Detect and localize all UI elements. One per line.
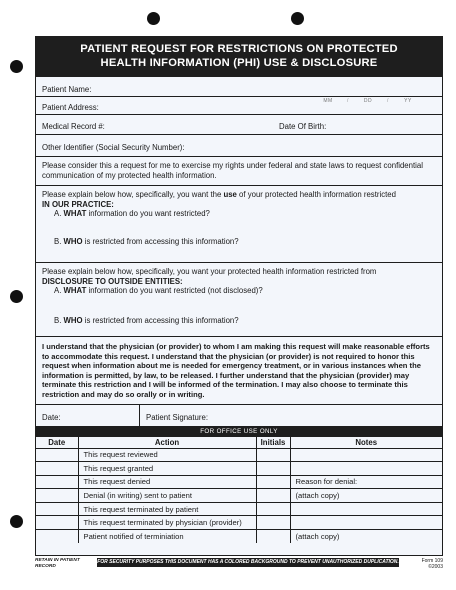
initials-cell[interactable] bbox=[256, 448, 290, 462]
office-log-table bbox=[36, 437, 442, 543]
notes-cell[interactable] bbox=[290, 516, 442, 530]
binder-hole bbox=[147, 12, 160, 25]
notes-cell[interactable] bbox=[290, 462, 442, 476]
date-cell[interactable] bbox=[36, 516, 78, 530]
patient-address-label: Patient Address: bbox=[42, 103, 99, 112]
outside-intro: Please explain below how, specifically, you want your protected health information restricted from bbox=[42, 267, 377, 276]
copyright-text: ©2003 bbox=[428, 564, 443, 570]
sign-date-label: Date: bbox=[42, 413, 61, 422]
date-cell[interactable] bbox=[36, 489, 78, 503]
security-notice: FOR SECURITY PURPOSES THIS DOCUMENT HAS A COLORED BACKGROUND TO PREVENT UNAUTHORIZED DUPLICATION. bbox=[97, 559, 399, 565]
title-line-2: HEALTH INFORMATION (PHI) USE & DISCLOSURE bbox=[100, 57, 378, 69]
practice-heading: IN OUR PRACTICE: bbox=[42, 199, 114, 209]
notes-cell[interactable] bbox=[290, 502, 442, 516]
action-cell: This request terminated by physician (provider) bbox=[78, 516, 256, 530]
consider-text: Please consider this a request for me to exercise my rights under federal and state laws to request confidential communication of my protected health information. bbox=[42, 161, 423, 180]
col-header-initials: Initials bbox=[256, 437, 290, 448]
office-use-label: FOR OFFICE USE ONLY bbox=[200, 428, 278, 435]
action-cell: This request granted bbox=[78, 462, 256, 476]
yy-hint: YY bbox=[404, 98, 412, 104]
table-row bbox=[36, 502, 442, 516]
request-statement bbox=[36, 157, 442, 186]
qb-rest: is restricted from accessing this information? bbox=[82, 315, 239, 325]
form-number-text: Form 109 bbox=[421, 558, 443, 564]
date-of-birth-label: Date Of Birth: bbox=[279, 122, 327, 131]
binder-hole bbox=[10, 60, 23, 73]
action-cell: Patient notified of terminiation bbox=[78, 530, 256, 544]
table-row bbox=[36, 489, 442, 503]
initials-cell[interactable] bbox=[256, 502, 290, 516]
qa-rest: information do you want restricted? bbox=[86, 209, 210, 219]
date-cell[interactable] bbox=[36, 475, 78, 489]
other-identifier-label: Other Identifier (Social Security Number): bbox=[42, 143, 185, 152]
patient-signature-label: Patient Signature: bbox=[146, 413, 208, 422]
table-header-row bbox=[36, 437, 442, 448]
initials-cell[interactable] bbox=[256, 462, 290, 476]
retain-line-2: RECORD bbox=[35, 563, 56, 569]
action-cell: This request terminated by patient bbox=[78, 502, 256, 516]
date-cell[interactable] bbox=[36, 462, 78, 476]
qa-bold: WHAT bbox=[63, 286, 87, 296]
notes-cell[interactable]: (attach copy) bbox=[290, 530, 442, 544]
mm-hint: MM bbox=[323, 98, 333, 104]
date-cell[interactable] bbox=[36, 502, 78, 516]
medical-record-label: Medical Record #: bbox=[42, 122, 105, 131]
col-header-notes: Notes bbox=[290, 437, 442, 448]
understand-text: I understand that the physician (or provider) to whom I am making this request will make reasonable efforts to accommodate this request. I understand that the physician (or provider) is not required to honor this request when information about me is needed for emergency treatment, or in various instances when the information is permitted, by law, to be released. I further understand that the physician (provider) may terminate this restriction and I will be informed of the termination. I may also choose to terminate this restriction and may do so orally or in writing. bbox=[42, 342, 430, 399]
table-row bbox=[36, 516, 442, 530]
form-number bbox=[422, 558, 443, 570]
binder-hole bbox=[291, 12, 304, 25]
outside-question-a bbox=[42, 286, 436, 296]
date-format-hint: MM / DD / YY bbox=[318, 98, 418, 104]
patient-address-field[interactable] bbox=[36, 97, 442, 115]
binder-hole bbox=[10, 290, 23, 303]
col-header-action: Action bbox=[78, 437, 256, 448]
date-cell[interactable] bbox=[36, 448, 78, 462]
practice-question-a bbox=[42, 209, 436, 219]
action-cell: This request denied bbox=[78, 475, 256, 489]
notes-cell[interactable]: (attach copy) bbox=[290, 489, 442, 503]
initials-cell[interactable] bbox=[256, 475, 290, 489]
action-cell: This request reviewed bbox=[78, 448, 256, 462]
qb-prefix: B. bbox=[54, 236, 64, 246]
qb-prefix: B. bbox=[54, 315, 64, 325]
acknowledgement-text bbox=[36, 337, 442, 405]
qa-rest: information do you want restricted (not disclosed)? bbox=[86, 286, 263, 296]
signature-row[interactable] bbox=[36, 405, 442, 427]
table-row bbox=[36, 448, 442, 462]
retain-line-1: RETAIN IN PATIENT bbox=[35, 558, 80, 563]
restriction-request-form bbox=[35, 36, 443, 556]
qb-bold: WHO bbox=[63, 315, 83, 325]
patient-name-field[interactable] bbox=[36, 77, 442, 97]
qb-rest: is restricted from accessing this information? bbox=[82, 236, 239, 246]
qa-bold: WHAT bbox=[63, 209, 87, 219]
initials-cell[interactable] bbox=[256, 516, 290, 530]
practice-intro-a: Please explain below how, specifically, you want the bbox=[42, 190, 224, 199]
practice-intro-b: of your protected health information restricted bbox=[236, 190, 396, 199]
action-cell: Denial (in writing) sent to patient bbox=[78, 489, 256, 503]
initials-cell[interactable] bbox=[256, 530, 290, 544]
col-header-date: Date bbox=[36, 437, 78, 448]
notes-cell[interactable] bbox=[290, 448, 442, 462]
office-use-banner bbox=[36, 427, 442, 437]
patient-name-label: Patient Name: bbox=[42, 85, 92, 94]
qa-prefix: A. bbox=[54, 209, 64, 219]
dd-hint: DD bbox=[363, 98, 373, 104]
practice-intro bbox=[42, 190, 436, 200]
practice-intro-use: use bbox=[223, 190, 237, 199]
other-identifier-field[interactable] bbox=[36, 135, 442, 157]
table-row bbox=[36, 462, 442, 476]
practice-restriction-section[interactable] bbox=[36, 186, 442, 263]
table-row bbox=[36, 530, 442, 544]
initials-cell[interactable] bbox=[256, 489, 290, 503]
form-footer bbox=[35, 558, 443, 570]
practice-question-b bbox=[42, 237, 436, 247]
retain-note bbox=[35, 558, 80, 569]
notes-cell[interactable]: Reason for denial: bbox=[290, 475, 442, 489]
medical-record-row[interactable] bbox=[36, 115, 442, 135]
qa-prefix: A. bbox=[54, 286, 64, 296]
outside-question-b bbox=[42, 316, 436, 326]
title-line-1: PATIENT REQUEST FOR RESTRICTIONS ON PROTECTED bbox=[80, 43, 398, 55]
date-cell[interactable] bbox=[36, 530, 78, 544]
table-row bbox=[36, 475, 442, 489]
outside-heading: DISCLOSURE TO OUTSIDE ENTITIES: bbox=[42, 276, 183, 286]
qb-bold: WHO bbox=[63, 236, 83, 246]
form-title bbox=[36, 37, 442, 77]
outside-disclosure-section[interactable] bbox=[36, 263, 442, 337]
binder-hole bbox=[10, 515, 23, 528]
